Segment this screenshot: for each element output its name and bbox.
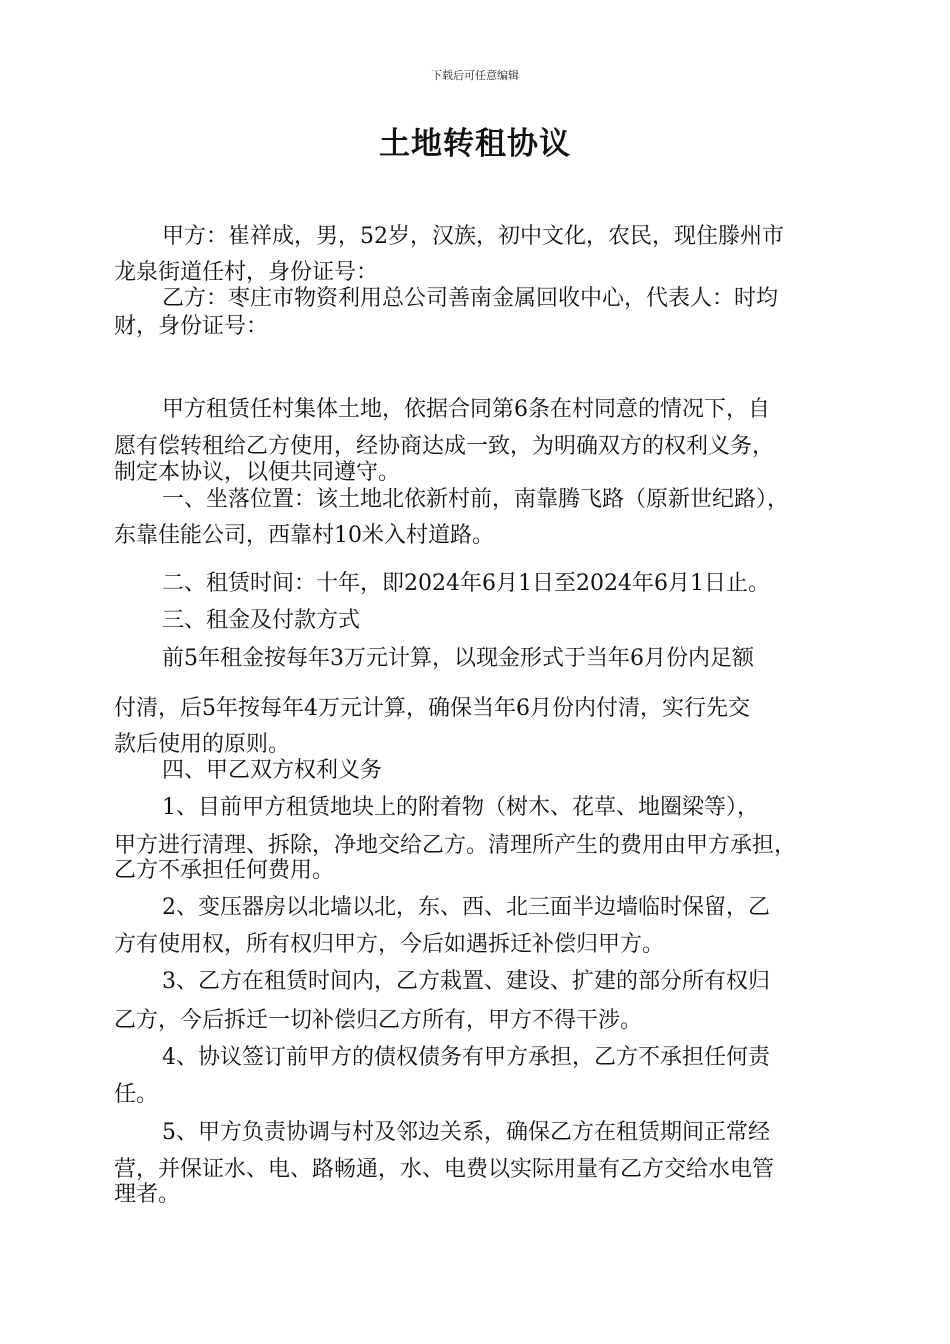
section-3-line-3: 款后使用的原则。 <box>114 732 291 757</box>
section-4-heading: 四、甲乙双方权利义务 <box>162 758 383 783</box>
party-b-line-1: 乙方：枣庄市物资利用总公司善南金属回收中心，代表人：时均 <box>162 286 779 311</box>
item-5-line-1: 5、甲方负责协调与村及邻边关系，确保乙方在租赁期间正常经 <box>162 1120 770 1145</box>
item-3-line-1: 3、乙方在租赁时间内，乙方栽置、建设、扩建的部分所有权归 <box>162 969 770 994</box>
item-3-line-2: 乙方，今后拆迁一切补偿归乙方所有，甲方不得干涉。 <box>114 1008 643 1033</box>
item-1-line-3: 乙方不承担任何费用。 <box>114 858 335 883</box>
item-5-line-3: 理者。 <box>114 1182 181 1207</box>
section-3-line-2: 付清，后5年按每年4万元计算，确保当年6月份内付清，实行先交 <box>114 696 750 721</box>
item-2-line-1: 2、变压器房以北墙以北，东、西、北三面半边墙临时保留，乙 <box>162 895 770 920</box>
preamble-line-2: 愿有偿转租给乙方使用，经协商达成一致，为明确双方的权利义务， <box>114 434 775 459</box>
section-2: 二、租赁时间：十年，即2024年6月1日至2024年6月1日止。 <box>162 571 770 596</box>
item-1-line-1: 1、目前甲方租赁地块上的附着物（树木、花草、地圈梁等）， <box>162 795 759 820</box>
section-1-line-1: 一、坐落位置：该土地北依新村前，南靠腾飞路（原新世纪路）， <box>162 487 790 512</box>
document-title: 土地转租协议 <box>379 126 571 162</box>
party-b-line-2: 财，身份证号： <box>114 314 269 339</box>
section-3-heading: 三、租金及付款方式 <box>162 608 361 633</box>
item-2-line-2: 方有使用权，所有权归甲方，今后如遇拆迁补偿归甲方。 <box>114 932 665 957</box>
party-a-line-1: 甲方：崔祥成，男，52岁，汉族，初中文化，农民，现住滕州市 <box>162 224 784 249</box>
header-note: 下载后可任意编辑 <box>431 69 519 82</box>
preamble-line-1: 甲方租赁任村集体土地，依据合同第6条在村同意的情况下，自 <box>162 397 770 422</box>
section-1-line-2: 东靠佳能公司，西靠村10米入村道路。 <box>114 523 494 548</box>
section-3-line-1: 前5年租金按每年3万元计算，以现金形式于当年6月份内足额 <box>162 646 754 671</box>
party-a-line-2: 龙泉街道任村，身份证号： <box>114 260 379 285</box>
item-4-line-2: 任。 <box>114 1082 159 1107</box>
preamble-line-3: 制定本协议，以便共同遵守。 <box>114 460 401 485</box>
item-1-line-2: 甲方进行清理、拆除，净地交给乙方。清理所产生的费用由甲方承担， <box>114 833 797 858</box>
item-4-line-1: 4、协议签订前甲方的债权债务有甲方承担，乙方不承担任何责 <box>162 1045 770 1070</box>
item-5-line-2: 营，并保证水、电、路畅通，水、电费以实际用量有乙方交给水电管 <box>114 1157 775 1182</box>
